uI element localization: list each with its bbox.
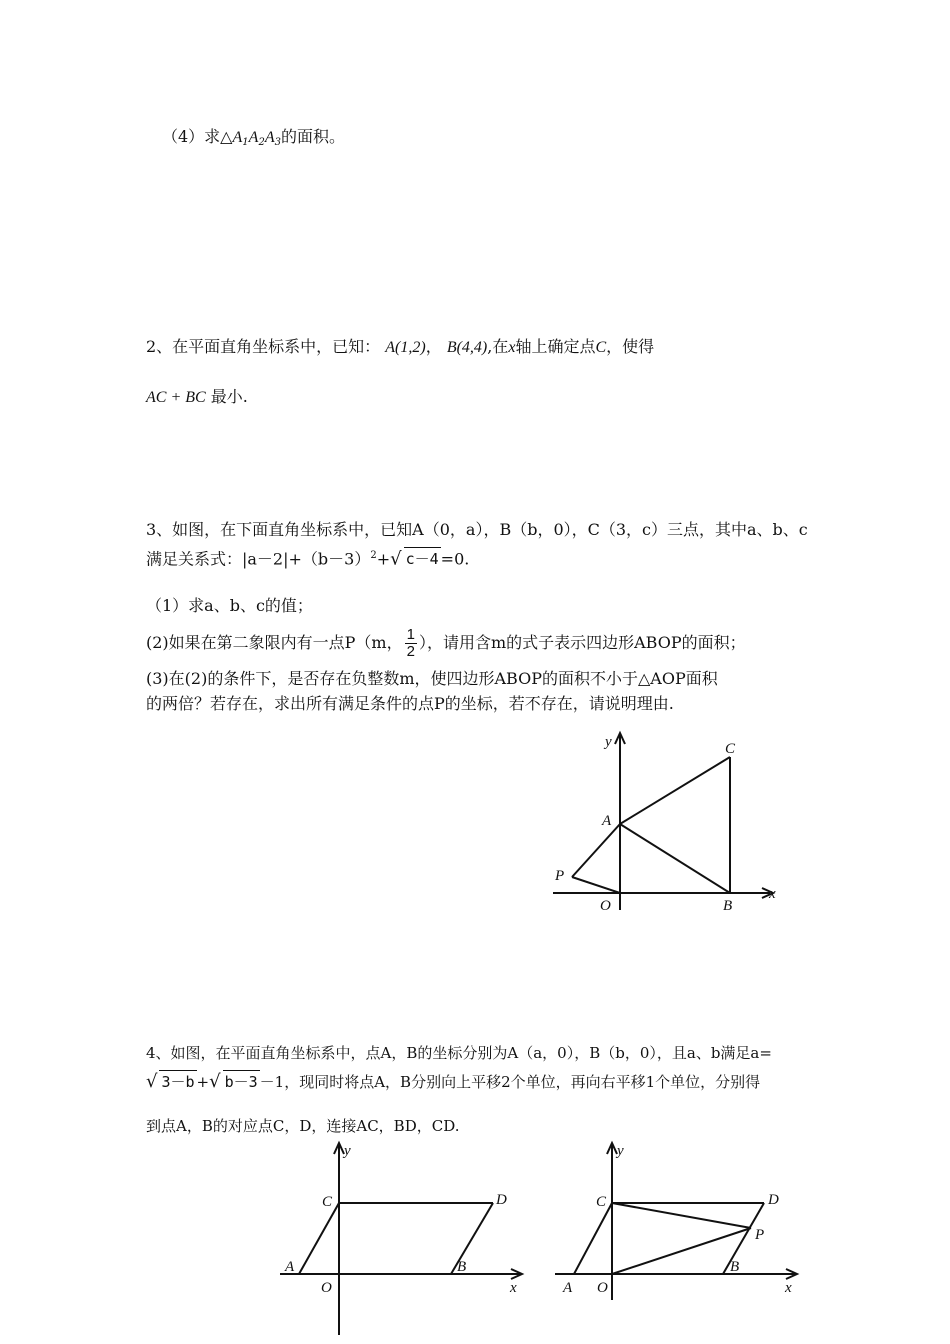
label-d: D [496, 1192, 507, 1208]
label-y: y [605, 734, 612, 750]
q2-line1 [146, 336, 654, 359]
q4-plus: + [196, 1073, 210, 1091]
q2-point-b: B(4,4) [446, 339, 488, 356]
q2-point-c: C [595, 339, 607, 356]
segment-ac [620, 757, 730, 824]
sub-1: 1 [242, 137, 249, 148]
q4-line2 [146, 1070, 760, 1093]
label-c: C [596, 1194, 607, 1210]
sub-3: 3 [274, 137, 281, 148]
label-b: B [730, 1259, 740, 1275]
segment-ac [299, 1203, 339, 1274]
q2-comma: ， [425, 337, 442, 356]
label-x: x [510, 1280, 517, 1296]
label-x: x [769, 886, 776, 902]
q4-line1: 4、如图，在平面直角坐标系中，点A，B的坐标分别为A（a，0），B（b，0），且a、b满足a= [146, 1044, 772, 1062]
label-o: O [597, 1280, 608, 1296]
vertex-a1: A [232, 129, 243, 146]
fraction-half [405, 627, 417, 660]
label-o: O [600, 898, 611, 914]
label-a: A [563, 1280, 573, 1296]
label-a: A [285, 1259, 295, 1275]
q3-part2 [146, 627, 746, 660]
q1-part4-suffix: 的面积。 [280, 127, 345, 146]
label-c: C [725, 741, 736, 757]
label-y: y [344, 1143, 351, 1159]
q3-radicand: c－4 [404, 547, 441, 570]
q4-radicand-2: b－3 [223, 1070, 260, 1093]
q3-eq-zero: =0. [440, 549, 470, 569]
sqrt-sign: √ [390, 548, 402, 570]
q2-text-d: ，使得 [606, 337, 655, 356]
q3-figure [545, 730, 785, 920]
label-b: B [723, 898, 733, 914]
q4-figure-1 [275, 1140, 535, 1335]
q2-expr: AC + BC [146, 389, 206, 406]
vertex-a2: A [248, 129, 259, 146]
q3-part2-a: (2)如果在第二象限内有一点P（m， [146, 633, 403, 652]
label-p: P [755, 1227, 765, 1243]
q2-text-b: ,在 [487, 337, 509, 356]
q4-radicand-1: 3－b [159, 1070, 196, 1093]
sub-2: 2 [258, 137, 265, 148]
label-x: x [785, 1280, 792, 1296]
q3-part3b: 的两倍？若存在，求出所有满足条件的点P的坐标，若不存在，请说明理由. [146, 694, 674, 713]
q3-sup: 2 [370, 550, 377, 561]
sqrt-sign-1: √ [146, 1071, 158, 1092]
q2-text-c: 轴上确定点 [515, 337, 596, 356]
q4-figure-2 [550, 1140, 810, 1300]
label-a: A [602, 813, 612, 829]
frac-num: 1 [406, 626, 415, 643]
q2-axis: x [508, 339, 516, 356]
q1-part4-prefix: （4）求△ [162, 127, 233, 146]
q2-text-a: 2、在平面直角坐标系中，已知： [146, 337, 381, 356]
q2-text-e: 最小. [205, 387, 248, 406]
label-o: O [321, 1280, 332, 1296]
label-c: C [322, 1194, 333, 1210]
frac-den: 2 [406, 643, 415, 660]
segment-cp [612, 1203, 751, 1228]
sqrt-sign-2: √ [209, 1071, 221, 1092]
segment-ab [620, 824, 730, 893]
q4-line2-text: －1，现同时将点A，B分别向上平移2个单位，再向右平移1个单位，分别得 [259, 1073, 761, 1091]
label-d: D [768, 1192, 779, 1208]
q2-line2 [146, 386, 248, 409]
q4-line3: 到点A，B的对应点C，D，连接AC，BD，CD. [146, 1117, 460, 1135]
vertex-a3: A [264, 129, 275, 146]
label-p: P [555, 868, 565, 884]
label-y: y [617, 1143, 624, 1159]
q3-plus: + [376, 549, 391, 569]
q3-part2-b: ），请用含m的式子表示四边形ABOP的面积； [418, 633, 746, 652]
q3-part3a: (3)在(2)的条件下，是否存在负整数m，使四边形ABOP的面积不小于△AOP面积 [146, 669, 718, 688]
q3-line1: 3、如图，在下面直角坐标系中，已知A（0，a），B（b，0），C（3，c）三点，其中a、b、c [146, 520, 808, 539]
q1-part4 [162, 126, 345, 151]
q2-point-a: A(1,2) [385, 339, 426, 356]
q3-relation: 满足关系式：|a－2|+（b－3） [146, 549, 371, 569]
q3-line2 [146, 545, 469, 570]
label-b: B [457, 1259, 467, 1275]
q3-part1: （1）求a、b、c的值； [146, 596, 313, 615]
segment-ap [572, 824, 620, 877]
segment-ac [574, 1203, 612, 1274]
segment-po [572, 877, 620, 893]
